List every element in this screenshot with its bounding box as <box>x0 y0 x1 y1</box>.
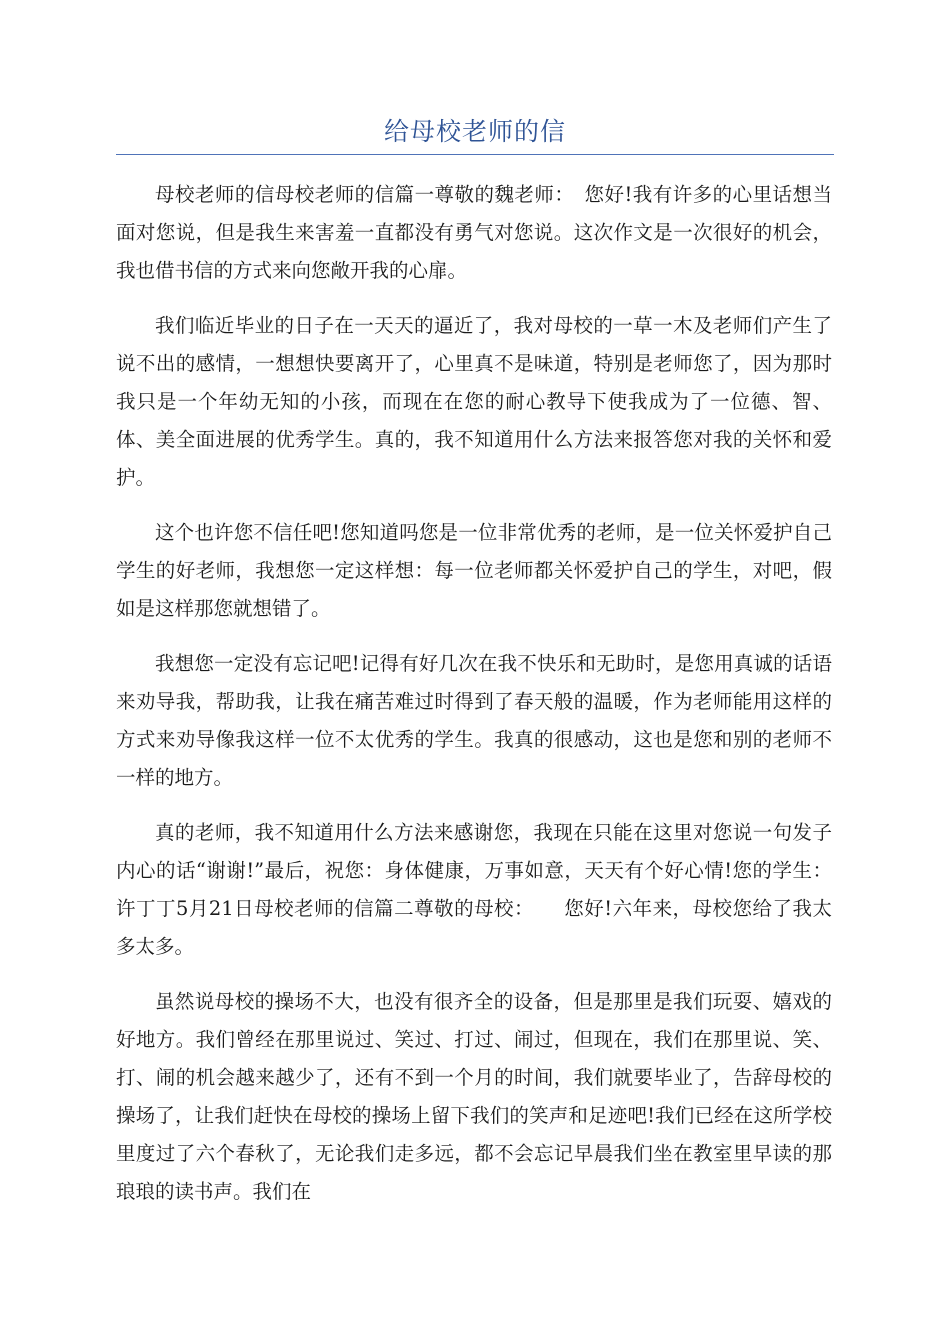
paragraph-5: 真的老师，我不知道用什么方法来感谢您，我现在只能在这里对您说一句发子内心的话“谢谢!”最后，祝您：身体健康，万事如意，天天有个好心情!您的学生：许丁丁5月21日母校老师的信篇二尊敬的母校： 您好!六年来，母校您给了我太多太多。 <box>116 821 832 958</box>
document-body <box>116 176 832 1228</box>
title-underline <box>116 154 834 155</box>
document-title: 给母校老师的信 <box>383 117 566 146</box>
paragraph-3: 这个也许您不信任吧!您知道吗您是一位非常优秀的老师，是一位关怀爱护自己学生的好老师，我想您一定这样想：每一位老师都关怀爱护自己的学生，对吧，假如是这样那您就想错了。 <box>116 521 832 620</box>
paragraph-1: 母校老师的信母校老师的信篇一尊敬的魏老师： 您好!我有许多的心里话想当面对您说，但是我生来害羞一直都没有勇气对您说。这次作文是一次很好的机会，我也借书信的方式来向您敞开我的心扉。 <box>116 183 832 282</box>
paragraph-4: 我想您一定没有忘记吧!记得有好几次在我不快乐和无助时，是您用真诚的话语来劝导我，帮助我，让我在痛苦难过时得到了春天般的温暖，作为老师能用这样的方式来劝导像我这样一位不太优秀的学生。我真的很感动，这也是您和别的老师不一样的地方。 <box>116 652 832 789</box>
paragraph-2: 我们临近毕业的日子在一天天的逼近了，我对母校的一草一木及老师们产生了说不出的感情，一想想快要离开了，心里真不是味道，特别是老师您了，因为那时我只是一个年幼无知的小孩，而现在在您的耐心教导下使我成为了一位德、智、体、美全面进展的优秀学生。真的，我不知道用什么方法来报答您对我的关怀和爱护。 <box>116 314 832 489</box>
paragraph-6: 虽然说母校的操场不大，也没有很齐全的设备，但是那里是我们玩耍、嬉戏的好地方。我们曾经在那里说过、笑过、打过、闹过，但现在，我们在那里说、笑、打、闹的机会越来越少了，还有不到一个月的时间，我们就要毕业了，告辞母校的操场了，让我们赶快在母校的操场上留下我们的笑声和足迹吧!我们已经在这所学校里度过了六个春秋了，无论我们走多远，都不会忘记早晨我们坐在教室里早读的那琅琅的读书声。我们在 <box>116 990 832 1203</box>
